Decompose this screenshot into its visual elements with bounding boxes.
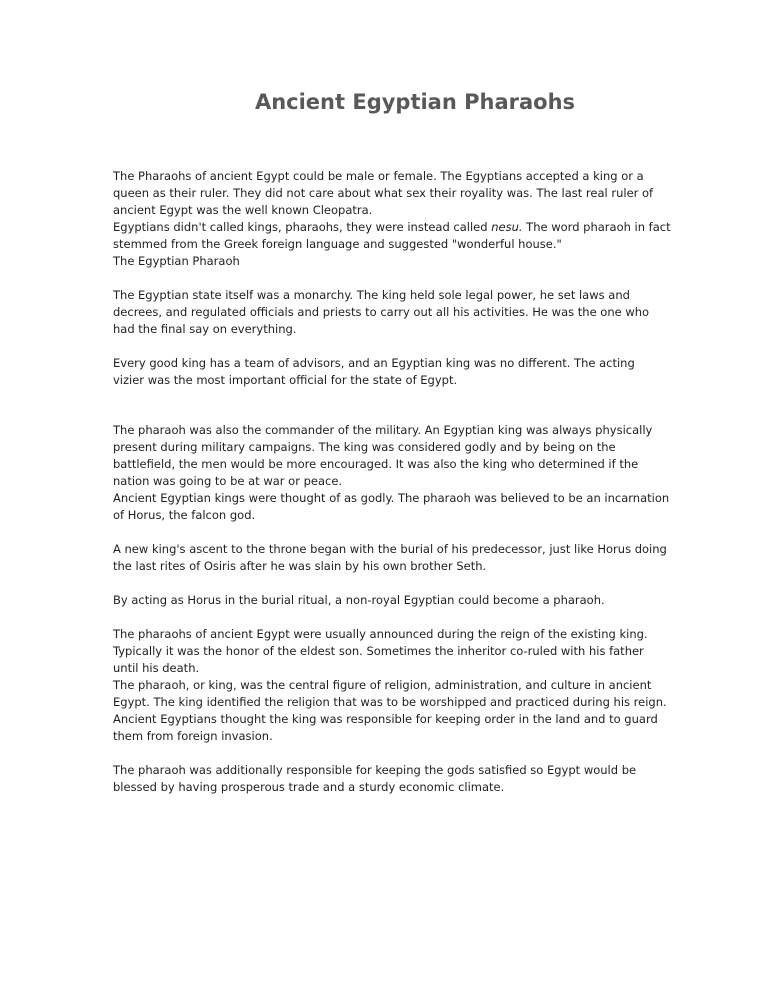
text-line: queen as their ruler. They did not care about what sex their royality was. The last real ruler of xyxy=(113,186,654,200)
text-line: The pharaoh, or king, was the central figure of religion, administration, and culture in ancient xyxy=(113,678,652,692)
text-line: Ancient Egyptian kings were thought of as godly. The pharaoh was believed to be an incarnation xyxy=(113,491,670,505)
text-line: By acting as Horus in the burial ritual, a non-royal Egyptian could become a pharaoh. xyxy=(113,593,605,607)
paragraph-gap xyxy=(113,745,658,762)
text-line: stemmed from the Greek foreign language and suggested "wonderful house." xyxy=(113,237,562,251)
text-line: decrees, and regulated officials and priests to carry out all his activities. He was the one who xyxy=(113,305,650,319)
text-line: had the final say on everything. xyxy=(113,322,297,336)
paragraph-gap xyxy=(113,609,658,626)
paragraph-gap xyxy=(113,338,658,355)
italic-term: nesu. xyxy=(491,220,523,234)
text-line: until his death. xyxy=(113,661,200,675)
text-line: nation was going to be at war or peace. xyxy=(113,474,343,488)
text-line: present during military campaigns. The king was considered godly and by being on the xyxy=(113,440,616,454)
text-line: The pharaoh was also the commander of the military. An Egyptian king was always physically xyxy=(113,423,653,437)
text-line: The pharaoh was additionally responsible for keeping the gods satisfied so Egypt would be xyxy=(113,763,637,777)
text-line: Ancient Egyptians thought the king was responsible for keeping order in the land and to guard xyxy=(113,712,658,726)
text-line: Egypt. The king identified the religion that was to be worshipped and practiced during his reign. xyxy=(113,695,667,709)
text-line: ancient Egypt was the well known Cleopatra. xyxy=(113,203,373,217)
text-line: The Pharaohs of ancient Egypt could be male or female. The Egyptians accepted a king or a xyxy=(113,169,644,183)
paragraph-gap xyxy=(113,575,658,592)
text-line: blessed by having prosperous trade and a sturdy economic climate. xyxy=(113,780,505,794)
paragraph-gap xyxy=(113,524,658,541)
text-line: Every good king has a team of advisors, and an Egyptian king was no different. The acting xyxy=(113,356,635,370)
document-body xyxy=(113,168,671,796)
text-line: them from foreign invasion. xyxy=(113,729,273,743)
text-line: of Horus, the falcon god. xyxy=(113,508,256,522)
text-line: vizier was the most important official for the state of Egypt. xyxy=(113,373,458,387)
text-line xyxy=(113,219,671,236)
text-run: Egyptians didn't called kings, pharaohs, they were instead called xyxy=(113,220,492,234)
text-line: battlefield, the men would be more encouraged. It was also the king who determined if the xyxy=(113,457,639,471)
paragraph-gap xyxy=(113,270,658,287)
paragraph-gap xyxy=(113,389,658,422)
text-run: The word pharaoh in fact xyxy=(522,220,671,234)
text-line: A new king's ascent to the throne began with the burial of his predecessor, just like Horus doing xyxy=(113,542,667,556)
text-line: The Egyptian Pharaoh xyxy=(113,254,240,268)
document-title: Ancient Egyptian Pharaohs xyxy=(254,90,576,114)
text-line: the last rites of Osiris after he was slain by his own brother Seth. xyxy=(113,559,487,573)
text-line: Typically it was the honor of the eldest son. Sometimes the inheritor co-ruled with his father xyxy=(113,644,644,658)
text-line: The Egyptian state itself was a monarchy. The king held sole legal power, he set laws and xyxy=(113,288,630,302)
text-line: The pharaohs of ancient Egypt were usually announced during the reign of the existing king. xyxy=(113,627,648,641)
